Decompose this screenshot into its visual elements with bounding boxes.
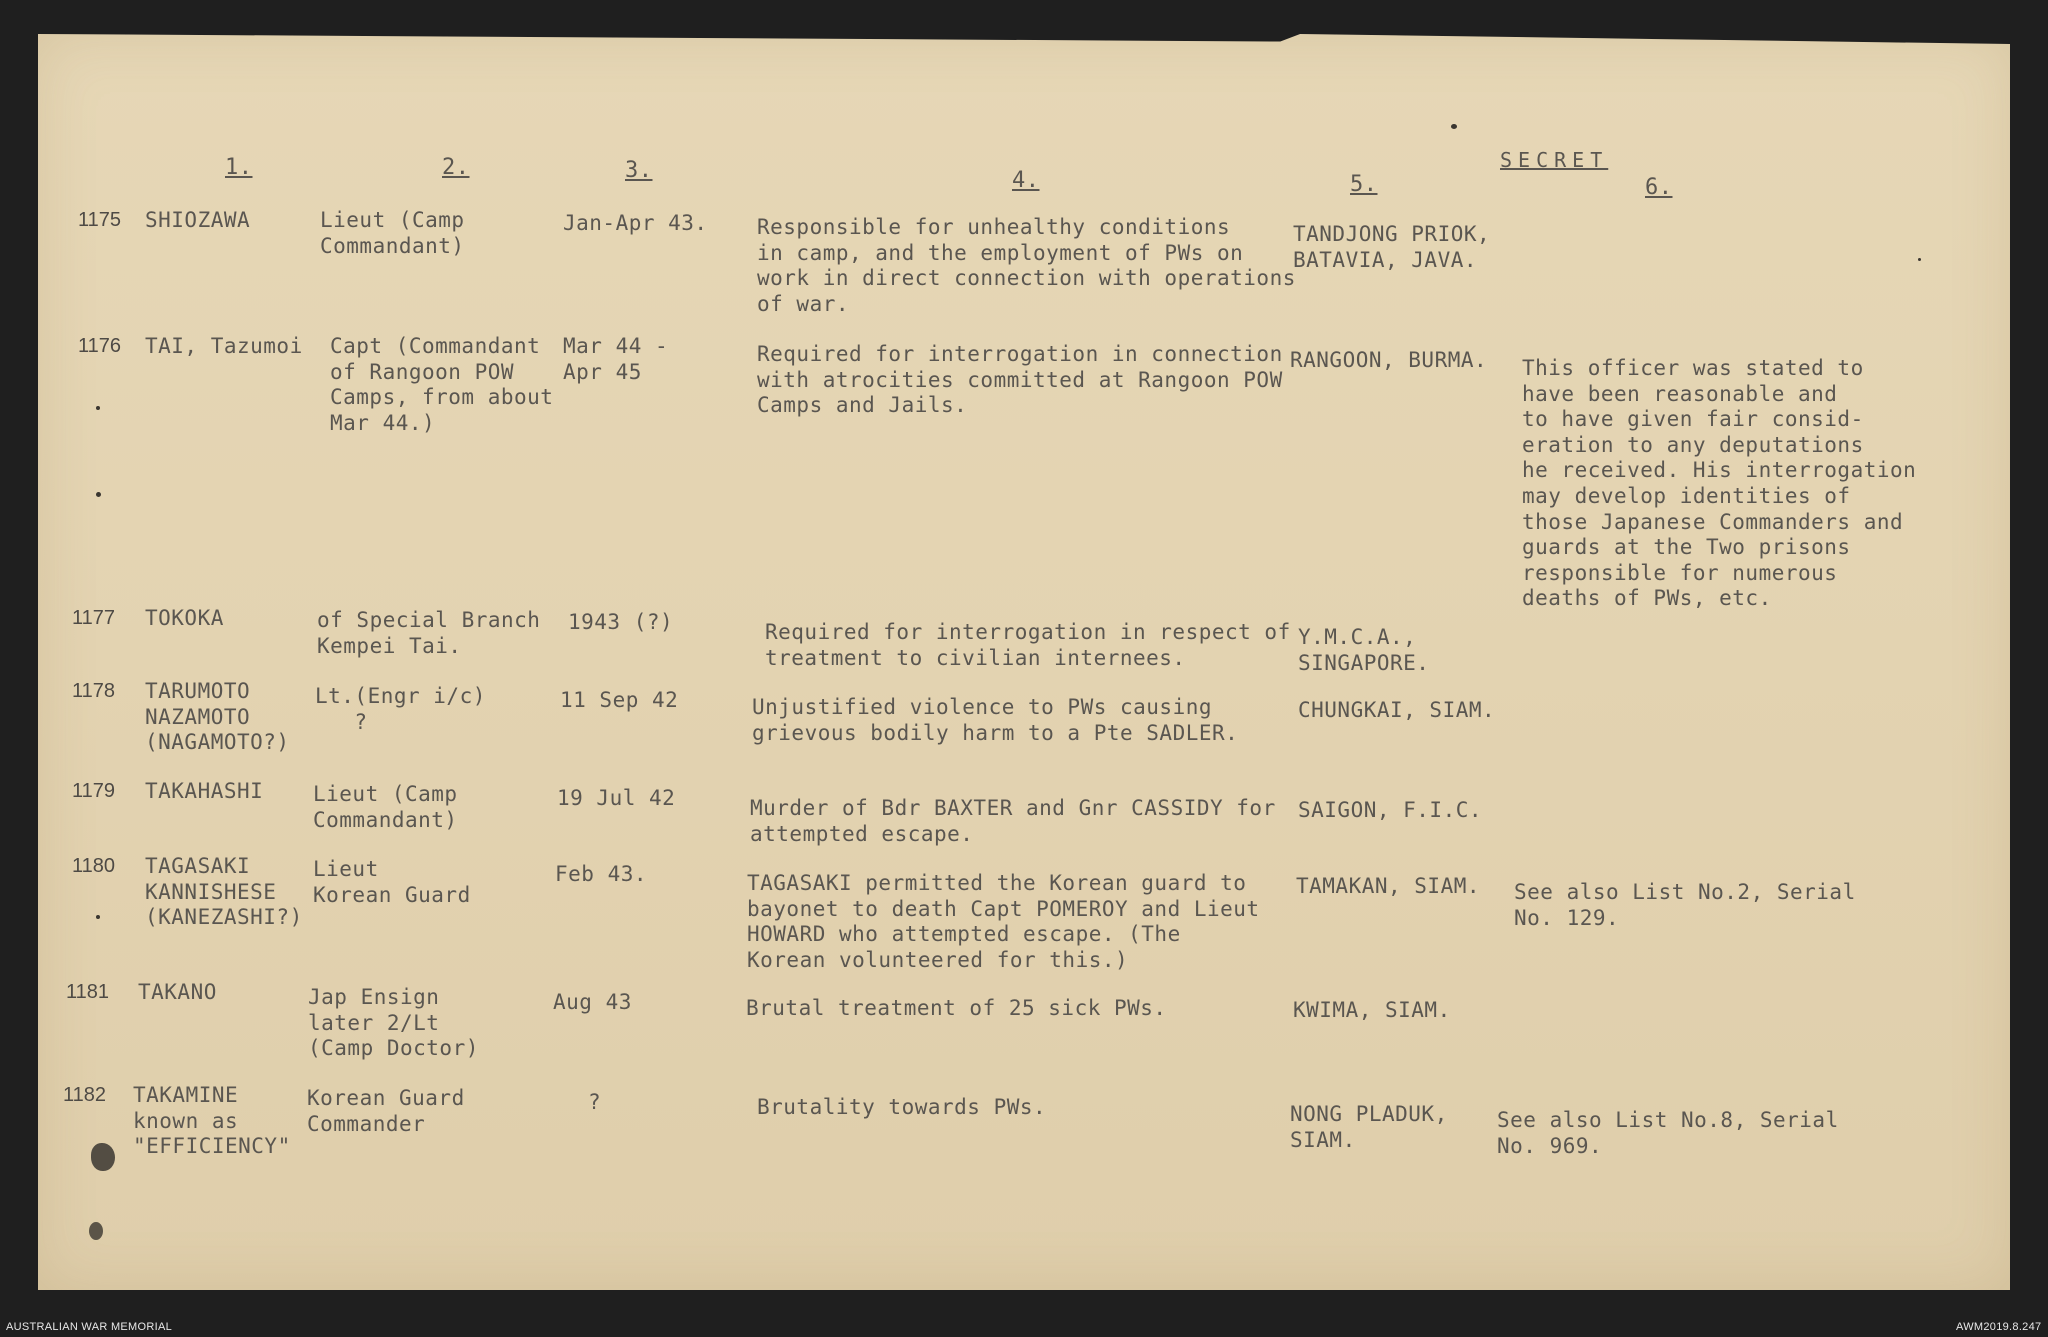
row-date: 19 Jul 42 bbox=[557, 786, 676, 810]
row-place: NONG PLADUK, SIAM. bbox=[1290, 1102, 1448, 1152]
row-date: Jan-Apr 43. bbox=[563, 211, 708, 235]
row-date: Mar 44 - Apr 45 bbox=[563, 334, 669, 384]
row-remarks: This officer was stated to have been reasonable and to have given fair consid- eration to any deputations he received. His interrogation may develop identities of those Japanese Commanders and guards at the Two prisons responsible for numerous deaths of PWs, etc. bbox=[1522, 356, 1917, 611]
row-serial: 1182 bbox=[63, 1084, 107, 1106]
row-rank: of Special Branch Kempei Tai. bbox=[317, 608, 541, 658]
footer-institution: AUSTRALIAN WAR MEMORIAL bbox=[6, 1321, 173, 1333]
row-rank: Jap Ensign later 2/Lt (Camp Doctor) bbox=[308, 985, 479, 1061]
row-serial: 1181 bbox=[66, 981, 110, 1003]
row-rank: Korean Guard Commander bbox=[307, 1086, 465, 1136]
row-serial: 1175 bbox=[78, 209, 122, 231]
row-date: ? bbox=[588, 1090, 602, 1114]
row-place: TAMAKAN, SIAM. bbox=[1296, 874, 1481, 898]
row-name: TAKAHASHI bbox=[145, 779, 264, 803]
paper-mark bbox=[96, 406, 100, 410]
row-offence: Required for interrogation in respect of treatment to civilian internees. bbox=[765, 620, 1291, 670]
row-serial: 1180 bbox=[72, 855, 116, 877]
column-header-5: 5. bbox=[1350, 172, 1378, 197]
row-name: TAKAMINE known as "EFFICIENCY" bbox=[133, 1083, 291, 1159]
punch-hole bbox=[89, 1222, 103, 1240]
row-date: 1943 (?) bbox=[568, 610, 674, 634]
row-offence: Responsible for unhealthy conditions in camp, and the employment of PWs on work in direct connection with operations of war. bbox=[757, 215, 1296, 316]
row-name: TOKOKA bbox=[145, 606, 224, 630]
column-header-4: 4. bbox=[1012, 168, 1040, 193]
footer-reference: AWM2019.8.247 bbox=[1956, 1321, 2042, 1333]
row-rank: Lieut Korean Guard bbox=[313, 857, 471, 907]
row-rank: Lieut (Camp Commandant) bbox=[320, 208, 465, 258]
row-date: Feb 43. bbox=[555, 862, 648, 886]
row-offence: Brutal treatment of 25 sick PWs. bbox=[746, 996, 1167, 1020]
row-offence: Murder of Bdr BAXTER and Gnr CASSIDY for attempted escape. bbox=[750, 796, 1276, 846]
row-name: TAKANO bbox=[138, 980, 217, 1004]
row-offence: TAGASAKI permitted the Korean guard to bayonet to death Capt POMEROY and Lieut HOWARD who attempted escape. (The Korean volunteered for this.) bbox=[747, 871, 1260, 972]
paper-mark bbox=[1918, 258, 1921, 261]
row-name: TAI, Tazumoi bbox=[145, 334, 303, 358]
row-rank: Lieut (Camp Commandant) bbox=[313, 782, 458, 832]
row-serial: 1177 bbox=[72, 607, 116, 629]
row-place: TANDJONG PRIOK, BATAVIA, JAVA. bbox=[1293, 222, 1491, 272]
paper-mark bbox=[1451, 124, 1457, 129]
column-header-2: 2. bbox=[442, 155, 470, 180]
paper-mark bbox=[96, 915, 100, 919]
row-rank: Capt (Commandant of Rangoon POW Camps, from about Mar 44.) bbox=[330, 334, 554, 435]
row-offence: Required for interrogation in connection with atrocities committed at Rangoon POW Camps and Jails. bbox=[757, 342, 1283, 418]
row-remarks: See also List No.8, Serial No. 969. bbox=[1497, 1108, 1839, 1158]
row-rank: Lt.(Engr i/c) ? bbox=[315, 684, 486, 734]
row-place: SAIGON, F.I.C. bbox=[1298, 798, 1483, 822]
column-header-3: 3. bbox=[625, 158, 653, 183]
column-header-1: 1. bbox=[225, 155, 253, 180]
row-serial: 1176 bbox=[78, 335, 122, 357]
row-name: TAGASAKI KANNISHESE (KANEZASHI?) bbox=[145, 854, 303, 930]
row-place: CHUNGKAI, SIAM. bbox=[1298, 698, 1496, 722]
row-remarks: See also List No.2, Serial No. 129. bbox=[1514, 880, 1856, 930]
column-header-6: 6. bbox=[1645, 175, 1673, 200]
row-name: SHIOZAWA bbox=[145, 208, 251, 232]
row-date: Aug 43 bbox=[553, 990, 632, 1014]
secret-classification: SECRET bbox=[1500, 148, 1609, 172]
row-serial: 1179 bbox=[72, 780, 116, 802]
row-serial: 1178 bbox=[72, 680, 116, 702]
row-name: TARUMOTO NAZAMOTO (NAGAMOTO?) bbox=[145, 679, 290, 755]
punch-hole bbox=[91, 1143, 115, 1171]
row-offence: Brutality towards PWs. bbox=[757, 1095, 1047, 1119]
row-place: RANGOON, BURMA. bbox=[1290, 348, 1488, 372]
row-place: KWIMA, SIAM. bbox=[1293, 998, 1451, 1022]
row-offence: Unjustified violence to PWs causing grievous bodily harm to a Pte SADLER. bbox=[752, 695, 1239, 745]
paper-mark bbox=[96, 492, 101, 497]
row-date: 11 Sep 42 bbox=[560, 688, 679, 712]
row-place: Y.M.C.A., SINGAPORE. bbox=[1298, 625, 1430, 675]
